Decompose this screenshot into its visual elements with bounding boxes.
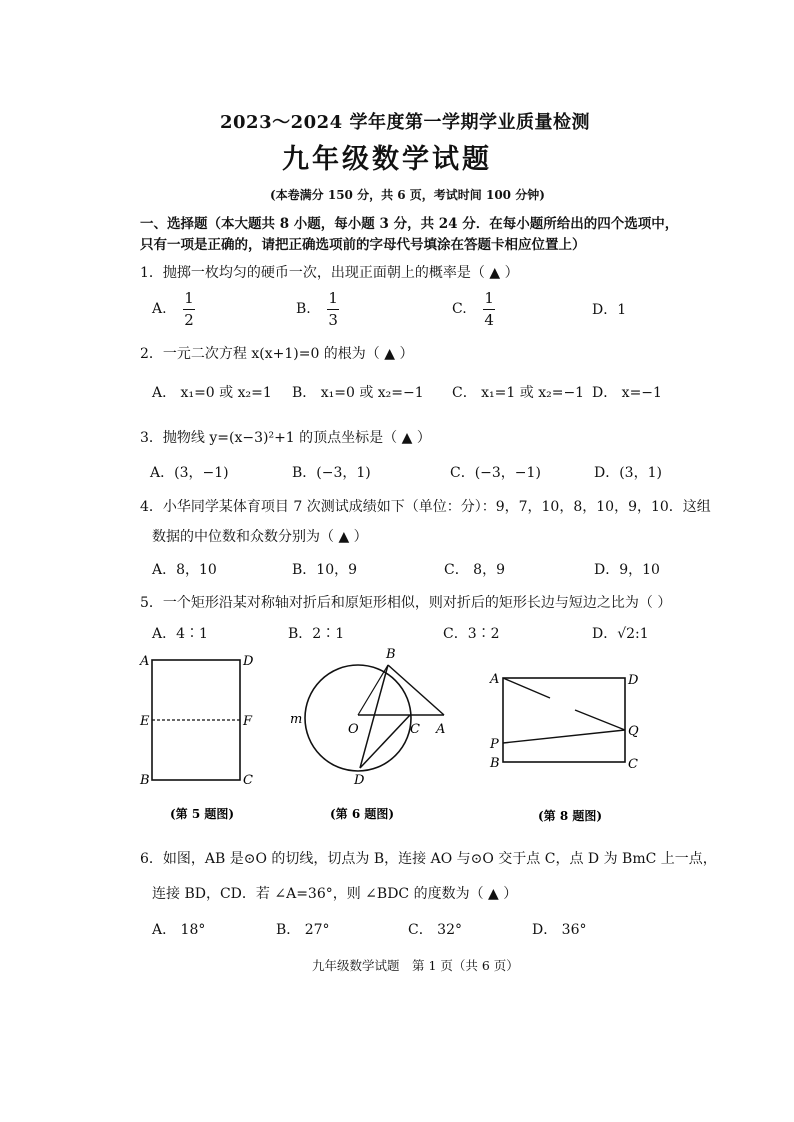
question-2-option-d: D． x=−1 [592,385,662,401]
label-p: P [490,737,499,752]
question-3-stem: 3．抛物线 y=(x−3)²+1 的顶点坐标是（ ▲ ） [140,430,431,446]
label-d: D [243,654,254,669]
label-b: B [490,756,500,771]
label-f: F [243,714,253,729]
figure-6 [290,647,445,821]
label-e: E [140,714,150,729]
fraction: $\frac{1}{4}$ [484,289,494,329]
question-5-option-c: C．3∶2 [443,626,500,642]
section-heading-line1: 一、选择题（本大题共 8 小题，每小题 3 分，共 24 分．在每小题所给出的四个选项中， [140,216,679,232]
question-3-option-a: A．(3，−1) [150,465,229,481]
question-1-option-b: B. $\frac{1}{3}$ [296,289,338,329]
question-4-option-b: B．10，9 [292,562,358,578]
exam-note: (本卷满分 150 分，共 6 页，考试时间 100 分钟) [270,188,545,202]
question-2-option-c: C． x₁=1 或 x₂=−1 [452,385,585,401]
figure-8 [489,672,639,823]
question-4-option-a: A．8，10 [152,562,217,578]
question-2-stem: 2．一元二次方程 x(x+1)=0 的根为（ ▲ ） [140,346,414,362]
segment-ob [358,665,388,715]
question-5-option-a: A．4∶1 [152,626,208,642]
question-1-stem: 1．抛掷一枚均匀的硬币一次，出现正面朝上的概率是（ ▲ ） [140,265,519,281]
label-d: D [354,773,365,788]
section-heading-line2: 只有一项是正确的，请把正确选项前的字母代号填涂在答题卡相应位置上） [140,237,586,253]
label-c: C [628,757,638,772]
tangent-ab [388,665,444,715]
question-3-option-c: C．(−3，−1) [450,465,541,481]
label-d: D [628,673,639,688]
label-c: C [243,773,253,788]
figure-8-caption: (第 8 题图) [538,809,603,823]
question-6-line2: 连接 BD，CD．若 ∠A=36°，则 ∠BDC 的度数为（ ▲ ） [152,886,518,902]
question-4-line1: 4．小华同学某体育项目 7 次测试成绩如下（单位：分）：9，7，10，8，10，9，10．这组 [140,499,711,515]
label-a: A [490,672,500,687]
rectangle-abcd [152,660,240,780]
question-5-option-d: D．√2:1 [592,626,649,642]
rectangle-abcd [503,678,625,762]
figure-5-caption: (第 5 题图) [170,807,235,821]
figure-5 [139,654,254,821]
question-1-option-a: A. $\frac{1}{2}$ [152,289,194,329]
fraction: $\frac{1}{3}$ [328,289,338,329]
question-6-option-b: B． 27° [276,922,330,938]
question-6-option-c: C． 32° [408,922,462,938]
question-3-option-b: B．(−3，1) [292,465,371,481]
label-a: A [140,654,150,669]
question-1-option-d: D．1 [592,302,627,318]
label-b: B [140,773,150,788]
label-c: C [410,722,420,737]
question-2-option-b: B． x₁=0 或 x₂=−1 [292,385,424,401]
question-4-option-c: C． 8，9 [444,562,505,578]
label-a: A [436,722,446,737]
label-b: B [386,647,396,662]
figure-6-caption: (第 6 题图) [330,807,395,821]
circle-o [305,665,411,771]
question-2-option-a: A． x₁=0 或 x₂=1 [152,385,272,401]
label-q: Q [628,724,639,739]
question-1-option-c: C. $\frac{1}{4}$ [452,289,494,329]
segment-aq-part [503,678,550,698]
question-3-option-d: D．(3，1) [594,465,662,481]
fraction: $\frac{1}{2}$ [184,289,194,329]
question-6-option-d: D． 36° [532,922,587,938]
exam-subtitle: 2023～2024 学年度第一学期学业质量检测 [220,112,590,133]
question-6-option-a: A． 18° [152,922,206,938]
segment-pq [503,730,625,743]
question-4-line2: 数据的中位数和众数分别为（ ▲ ） [152,529,368,545]
segment-aq-part-2 [575,710,625,730]
figures-row [0,640,794,830]
label-o: O [348,722,359,737]
question-5-stem: 5．一个矩形沿某对称轴对折后和原矩形相似，则对折后的矩形长边与短边之比为（ ） [140,595,672,611]
question-4-option-d: D．9，10 [594,562,660,578]
label-m: m [290,712,303,727]
exam-title: 九年级数学试题 [282,144,492,175]
question-6-line1: 6．如图，AB 是⊙O 的切线，切点为 B，连接 AO 与⊙O 交于点 C，点 D 为 BmC 上一点， [140,851,717,867]
page-footer: 九年级数学试题 第 1 页（共 6 页） [312,958,519,973]
question-5-option-b: B．2∶1 [288,626,345,642]
